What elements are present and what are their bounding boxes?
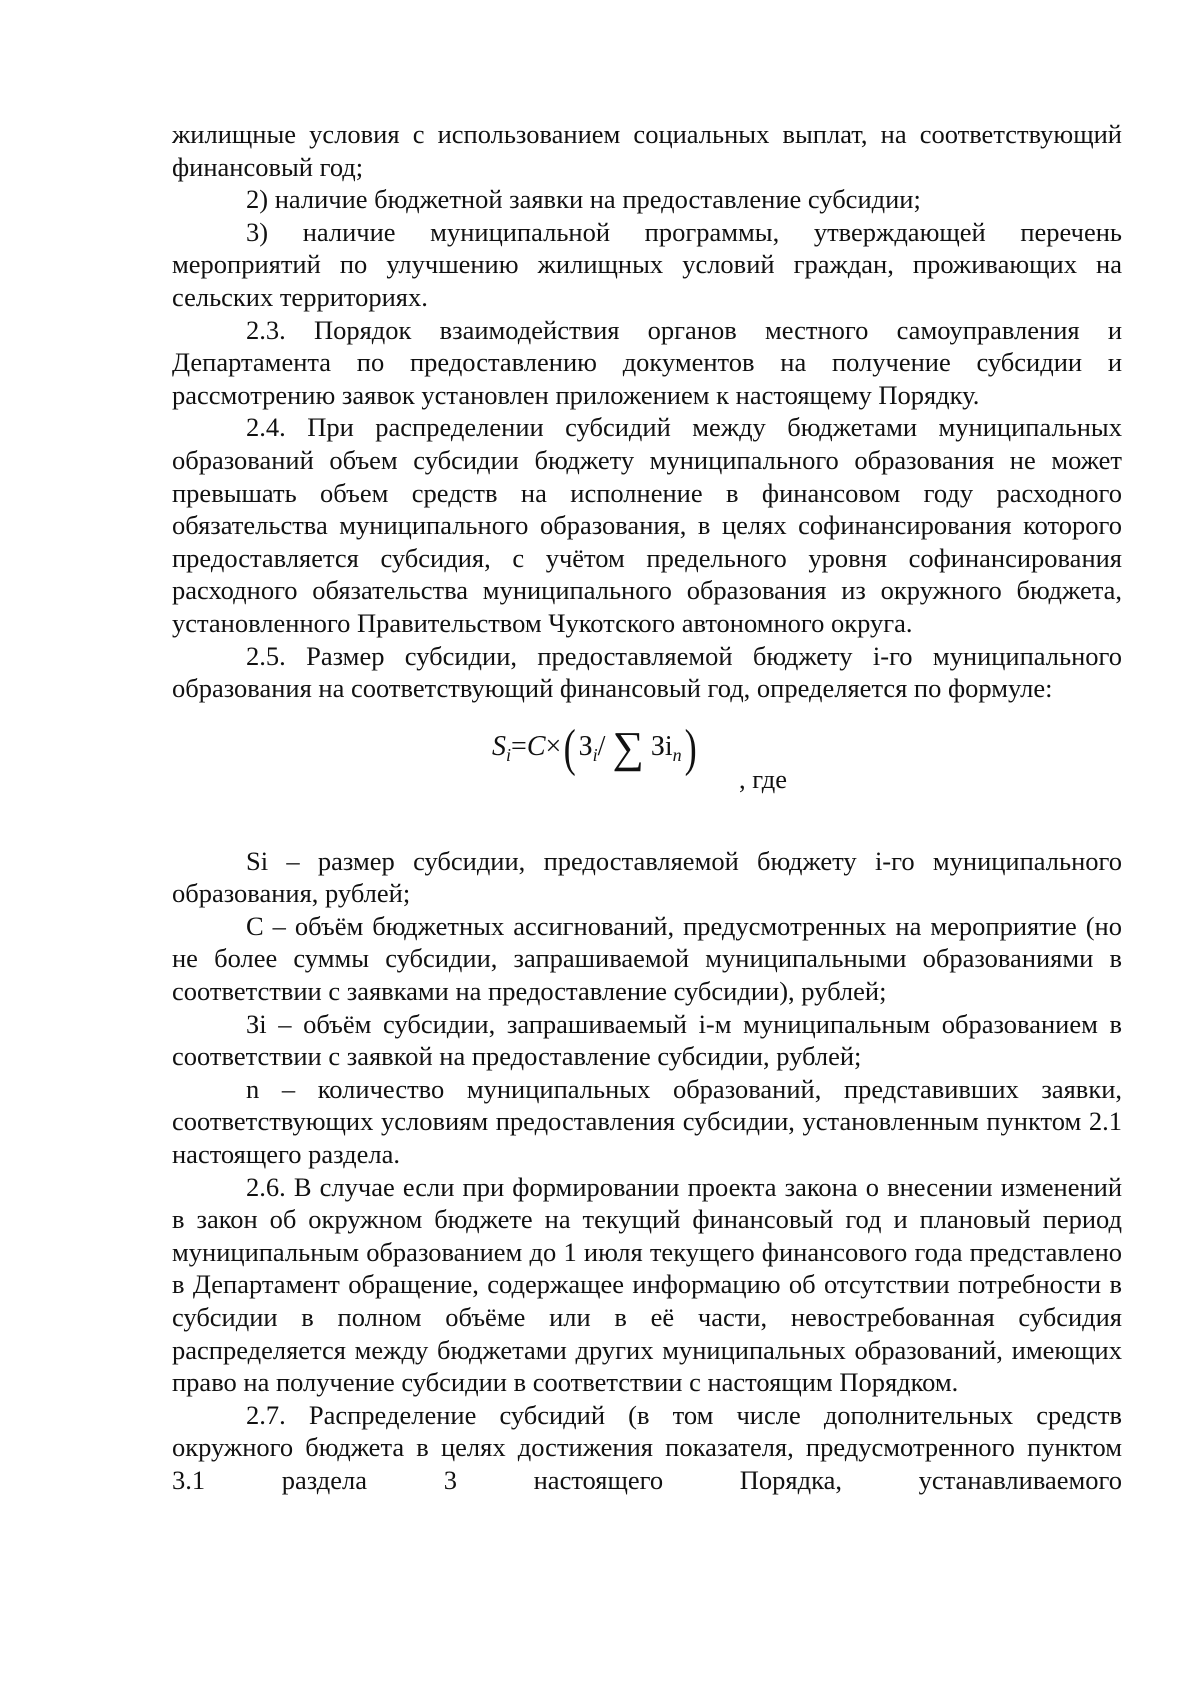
formula-zi: Зi [650, 730, 673, 762]
paragraph-budget-request: 2) наличие бюджетной заявки на предоставление субсидии; [246, 184, 921, 215]
formula-times: × [545, 730, 562, 762]
formula-expression [492, 719, 699, 777]
formula-s-subscript: i [506, 744, 512, 765]
paragraph-housing-conditions: жилищные условия с использованием социальных выплат, на соответствующий финансовый год; [172, 119, 1122, 182]
formula-s: S [492, 730, 506, 762]
formula-z: З [578, 730, 593, 762]
formula-sigma: ∑ [612, 722, 644, 772]
formula-slash: / [597, 730, 606, 762]
formula-equals: = [511, 730, 527, 762]
paragraph-2-5: 2.5. Размер субсидии, предоставляемой бюджету i-го муниципального образования на соответствующий финансовый год, определяется по формуле: [172, 640, 1122, 704]
document-page [172, 118, 1122, 1497]
paragraph-2-7: 2.7. Распределение субсидий (в том числе дополнительных средств окружного бюджета в целях достижения показателя, предусмотренного пунктом 3.1 раздела 3 настоящего Порядка, устанавливаемого [172, 1399, 1122, 1495]
subsidy-formula [172, 705, 1122, 845]
formula-where: , где [739, 763, 788, 794]
definition-n: n – количество муниципальных образований, представивших заявки, соответствующих условиям предоставления субсидии, установленным пунктом 2.1 настоящего раздела. [172, 1073, 1122, 1170]
paragraph-2-6: 2.6. В случае если при формировании проекта закона о внесении изменений в закон об окружном бюджете на текущий финансовый год и плановый период муниципальным образованием до 1 июля текущего финансового года представлено в Департамент обращение, содержащее информацию об отсутствии потребности в субсидии в полном объёме или в её части, невостребованная субсидия распределяется между бюджетами других муниципальных образований, имеющих право на получение субсидии в соответствии с настоящим Порядком. [172, 1171, 1122, 1398]
formula-open-paren: ( [563, 719, 577, 777]
paragraph-2-3: 2.3. Порядок взаимодействия органов местного самоуправления и Департамента по предоставлению документов на получение субсидии и рассмотрению заявок установлен приложением к настоящему Порядку. [172, 314, 1122, 410]
definition-c: С – объём бюджетных ассигнований, предусмотренных на мероприятие (но не более суммы субсидии, запрашиваемой муниципальными образованиями в соответствии с заявками на предоставление субсидии), рублей; [172, 910, 1122, 1007]
definition-si: Si – размер субсидии, предоставляемой бюджету i-го муниципального образования, рублей; [172, 845, 1122, 909]
formula-c: C [526, 730, 546, 762]
paragraph-2-4: 2.4. При распределении субсидий между бюджетами муниципальных образований объем субсидии бюджету муниципального образования не может превышать объем средств на исполнение в финансовом году расходного обязательства муниципального образования, в целях софинансирования которого предоставляется субсидия, с учётом предельного уровня софинансирования расходного обязательства муниципального образования из окружного бюджета, установленного Правительством Чукотского автономного округа. [172, 412, 1122, 638]
formula-close-paren: ) [684, 719, 697, 777]
paragraph-municipal-program: 3) наличие муниципальной программы, утверждающей перечень мероприятий по улучшению жилищных условий граждан, проживающих на сельских территориях. [172, 216, 1122, 312]
formula-n-subscript: n [672, 744, 682, 765]
definition-zi: Зi – объём субсидии, запрашиваемый i-м муниципальным образованием в соответствии с заявкой на предоставление субсидии, рублей; [172, 1008, 1122, 1072]
formula-z-subscript: i [592, 744, 598, 765]
